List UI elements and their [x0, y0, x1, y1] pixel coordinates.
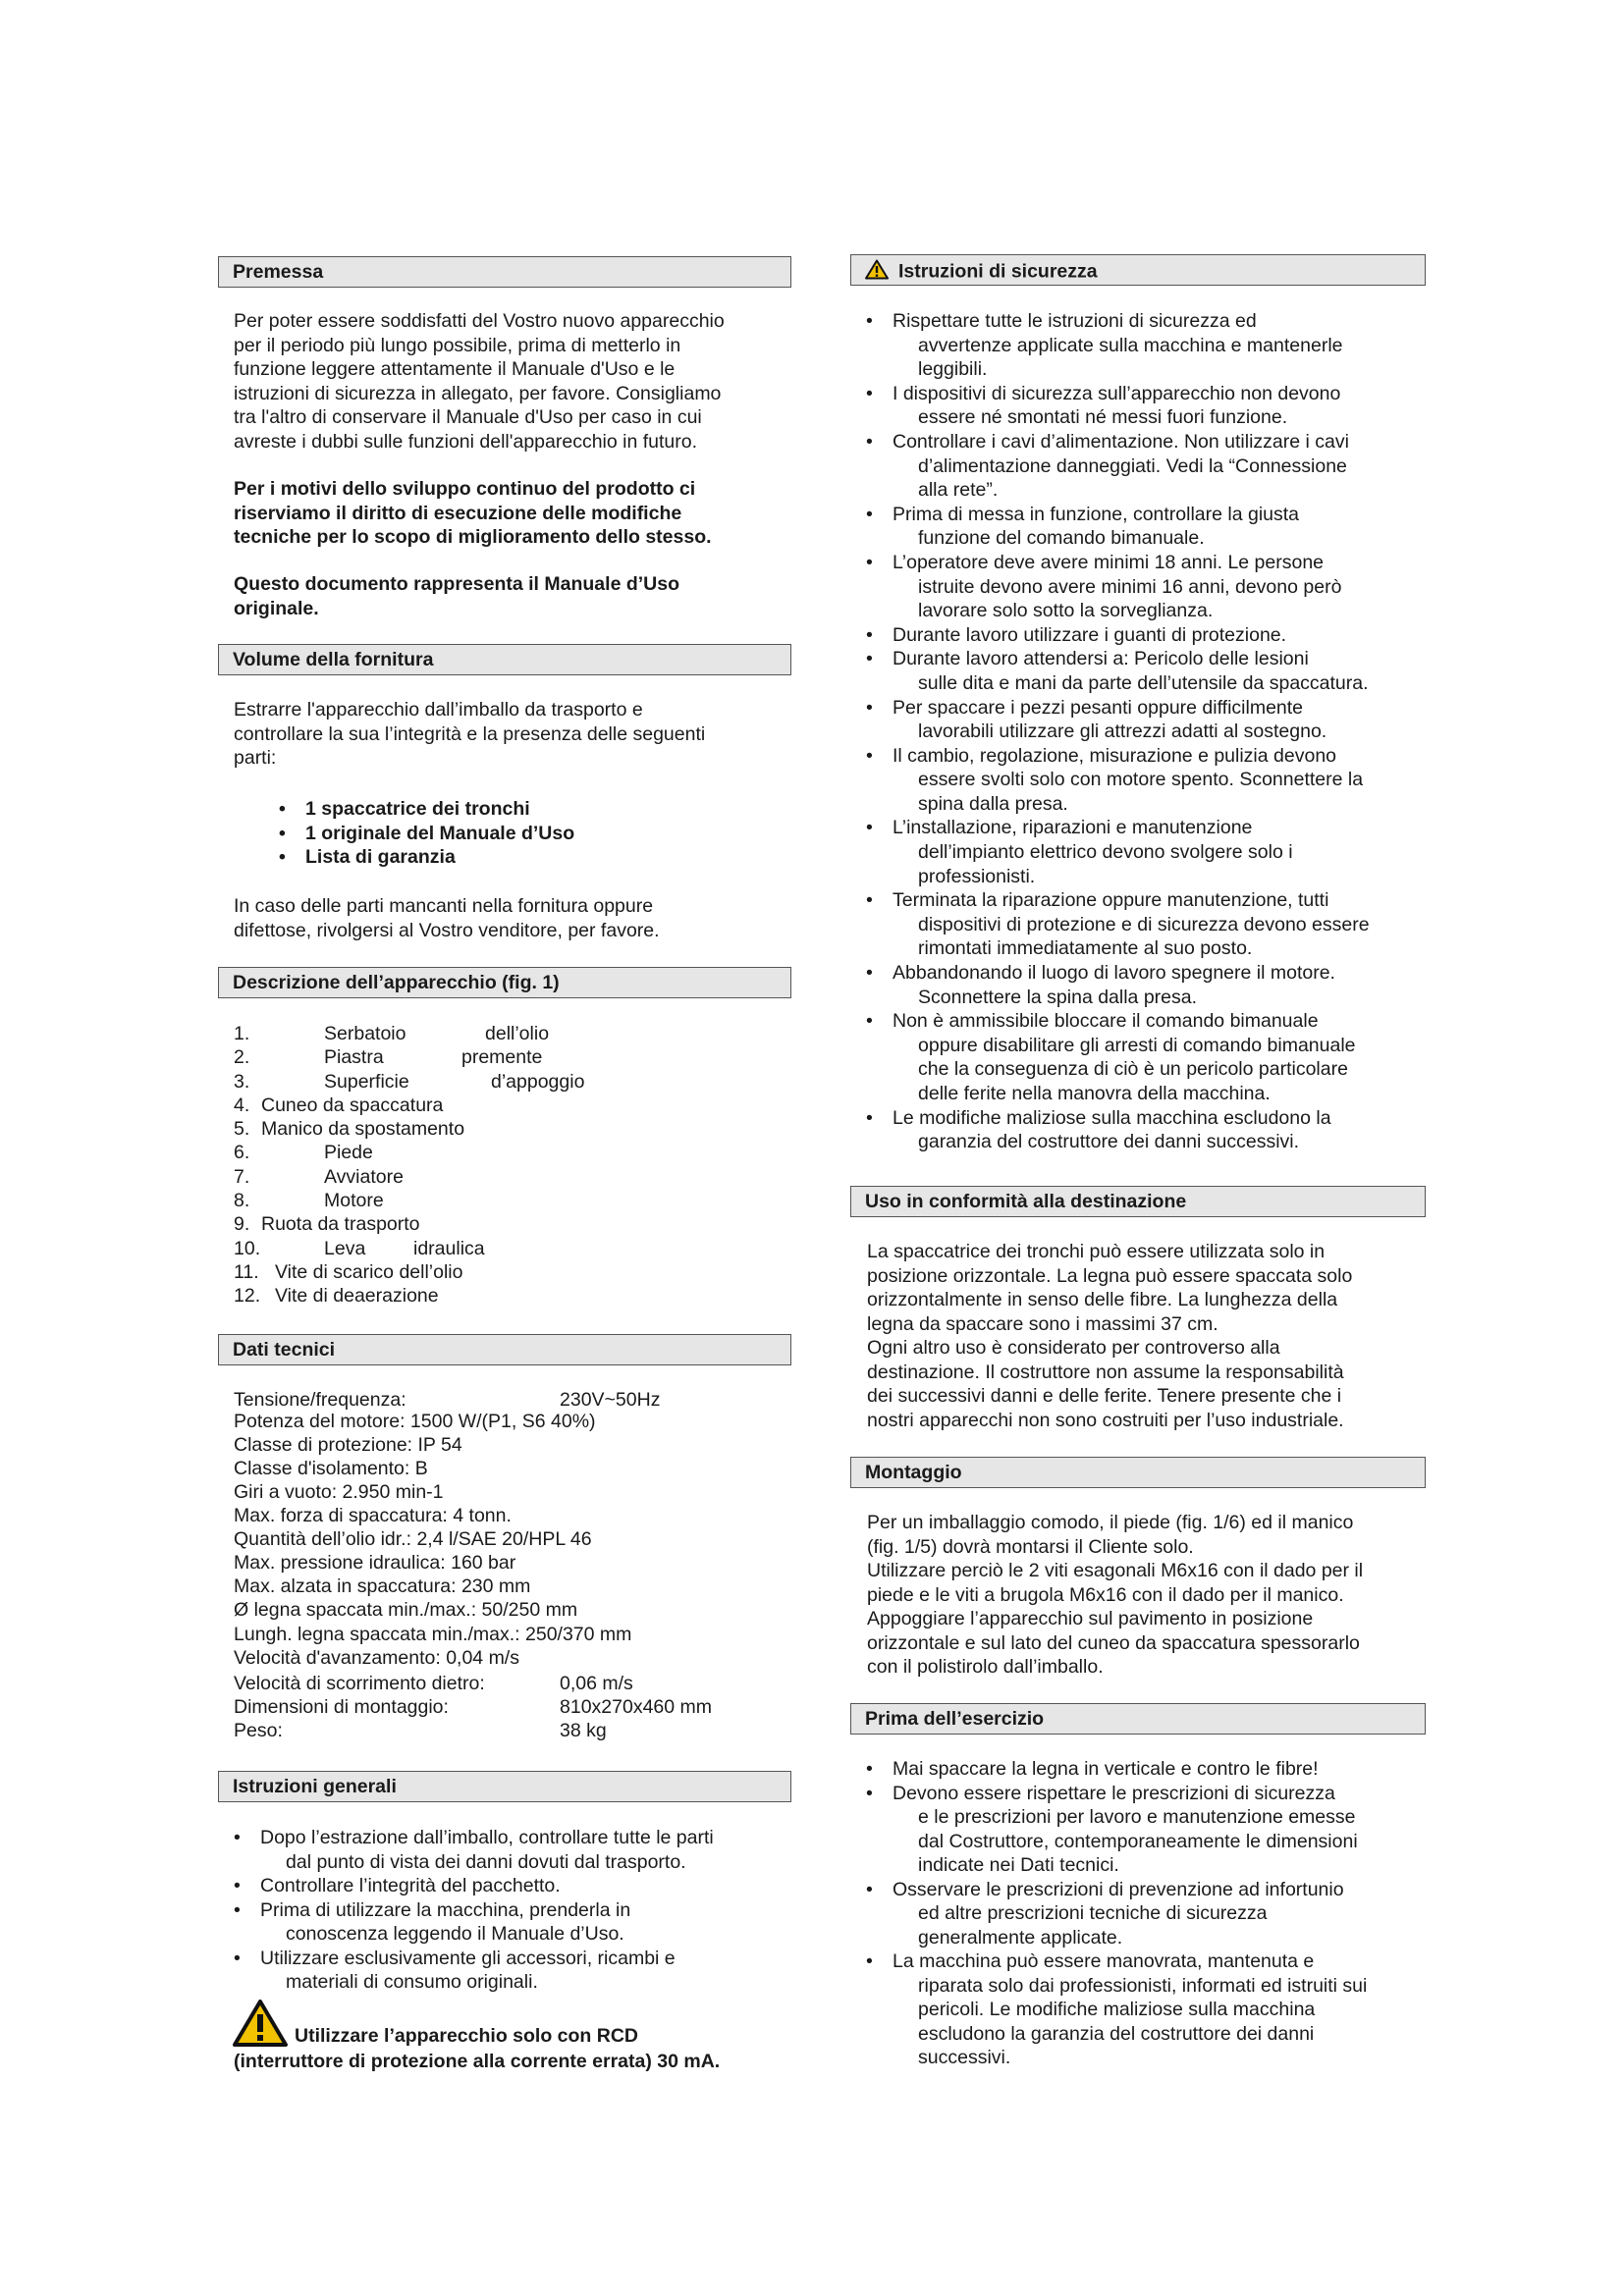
list-item	[218, 1898, 793, 1947]
uso-paragraph	[867, 1240, 1427, 1432]
text-line: tecniche per lo scopo di miglioramento dello stesso.	[234, 526, 712, 548]
list-item-text: Prima di messa in funzione, controllare la giusta	[893, 503, 1300, 525]
part-item	[234, 1284, 784, 1308]
list-item-text: Sconnettere la spina dalla presa.	[918, 986, 1198, 1008]
bullet-icon: •	[234, 1898, 241, 1921]
part-item	[234, 1141, 784, 1164]
spec-label: Velocità di scorrimento dietro:	[234, 1673, 485, 1694]
text-line: dei successivi danni e delle ferite. Tenere presente che i	[867, 1385, 1342, 1407]
list-item-text: rimontati immediatamente al suo posto.	[918, 937, 1253, 960]
premessa-paragraph-1	[234, 309, 793, 454]
part-name-suffix: dell’olio	[485, 1023, 550, 1044]
spec-label: Quantità dell’olio idr.: 2,4 l/SAE 20/HPL 46	[234, 1528, 592, 1550]
list-item-text: sulle dita e mani da parte dell’utensile da spaccatura.	[918, 671, 1369, 694]
bullet-icon: •	[866, 1878, 873, 1900]
text-line: Per i motivi dello sviluppo continuo del prodotto ci	[234, 478, 696, 500]
list-item	[218, 1826, 793, 1874]
spec-value: 230V~50Hz	[560, 1389, 661, 1411]
section-header-esercizio	[850, 1703, 1426, 1735]
section-header-istruzioni-generali	[218, 1771, 791, 1802]
list-item-text: successivi.	[918, 2047, 1011, 2068]
part-item	[234, 1260, 784, 1284]
spec-label: Max. alzata in spaccatura: 230 mm	[234, 1575, 531, 1597]
section-title: Montaggio	[865, 1462, 962, 1483]
text-line: difettose, rivolgersi al Vostro venditore, per favore.	[234, 919, 660, 941]
list-item	[218, 1947, 793, 1995]
part-name: Piede	[324, 1142, 373, 1164]
part-name: Motore	[324, 1190, 384, 1212]
list-item	[850, 1949, 1430, 2070]
spec-label: Velocità d'avanzamento: 0,04 m/s	[234, 1647, 519, 1669]
fornitura-outro	[234, 894, 793, 942]
spec-label: Giri a vuoto: 2.950 min-1	[234, 1481, 444, 1503]
list-item-text: spina dalla presa.	[918, 792, 1068, 815]
bullet-icon: •	[866, 744, 873, 767]
list-item-text: Rispettare tutte le istruzioni di sicurezza ed	[893, 310, 1257, 332]
spec-label: Dimensioni di montaggio:	[234, 1696, 449, 1718]
warning-icon	[865, 259, 889, 286]
list-item-text: 1 spaccatrice dei tronchi	[305, 798, 530, 820]
list-item-text: Per spaccare i pezzi pesanti oppure difficilmente	[893, 696, 1304, 719]
part-item	[234, 1022, 784, 1045]
list-item	[850, 961, 1430, 1009]
list-item-text: L’operatore deve avere minimi 18 anni. Le persone	[893, 551, 1325, 573]
section-header-montaggio	[850, 1457, 1426, 1488]
section-title: Dati tecnici	[233, 1339, 336, 1361]
list-item-text: materiali di consumo originali.	[286, 1971, 538, 1993]
list-item	[263, 822, 774, 846]
text-line: Questo documento rappresenta il Manuale d’Uso	[234, 573, 679, 595]
bullet-icon: •	[866, 310, 873, 332]
part-name-suffix: premente	[461, 1046, 543, 1069]
spec-label: Classe di protezione: IP 54	[234, 1434, 462, 1456]
section-title: Istruzioni generali	[233, 1776, 397, 1797]
list-item-text: indicate nei Dati tecnici.	[918, 1854, 1119, 1876]
text-line: parti:	[234, 747, 277, 769]
text-line: istruzioni di sicurezza in allegato, per favore. Consigliamo	[234, 382, 722, 404]
list-item	[850, 503, 1430, 551]
list-item	[850, 816, 1430, 888]
list-item-text: riparata solo dai professionisti, informati ed istruiti sui	[918, 1974, 1368, 1997]
list-item-text: istruite devono avere minimi 16 anni, devono però	[918, 575, 1342, 598]
spec-label: Max. pressione idraulica: 160 bar	[234, 1552, 516, 1574]
part-number: 11.	[234, 1260, 259, 1283]
bullet-icon: •	[866, 696, 873, 719]
list-item-text: lavorare solo sotto la sorveglianza.	[918, 600, 1214, 622]
warning-icon	[232, 1999, 289, 2053]
text-line: Per un imballaggio comodo, il piede (fig. 1/6) ed il manico	[867, 1512, 1354, 1533]
list-item-text: pericoli. Le modifiche maliziose sulla macchina	[918, 1999, 1316, 2020]
part-name: Avviatore	[324, 1165, 404, 1188]
bullet-icon: •	[866, 1106, 873, 1129]
part-name: Serbatoio	[324, 1023, 406, 1044]
list-item	[850, 1106, 1430, 1154]
list-item-text: alla rete”.	[918, 479, 999, 502]
spec-label: Max. forza di spaccatura: 4 tonn.	[234, 1505, 512, 1526]
bullet-icon: •	[866, 503, 873, 525]
section-title: Uso in conformità alla destinazione	[865, 1191, 1187, 1212]
spec-value: 38 kg	[560, 1720, 607, 1741]
text-line: funzione leggere attentamente il Manuale d'Uso e le	[234, 358, 676, 380]
part-name: Manico da spostamento	[261, 1118, 465, 1141]
part-number: 1.	[234, 1023, 250, 1044]
list-item-text: Osservare le prescrizioni di prevenzione ad infortunio	[893, 1878, 1344, 1900]
list-item-text: L’installazione, riparazioni e manutenzione	[893, 817, 1253, 839]
spec-label: Potenza del motore: 1500 W/(P1, S6 40%)	[234, 1410, 596, 1432]
text-line: riserviamo il diritto di esecuzione delle modifiche	[234, 502, 682, 524]
text-line: controllare la sua l’integrità e la presenza delle seguenti	[234, 722, 706, 745]
montaggio-paragraph	[867, 1511, 1427, 1680]
list-item	[218, 1874, 793, 1898]
part-name: Ruota da trasporto	[261, 1213, 420, 1236]
text-line: Per poter essere soddisfatti del Vostro nuovo apparecchio	[234, 310, 725, 332]
list-item	[850, 1782, 1430, 1878]
list-item-text: 1 originale del Manuale d’Uso	[305, 822, 575, 844]
bullet-icon: •	[234, 1827, 241, 1848]
text-line: piede e le viti a brugola M6x16 con il dado per il manico.	[867, 1583, 1344, 1606]
text-line: posizione orizzontale. La legna può essere spaccata solo	[867, 1264, 1353, 1287]
list-item-text: Lista di garanzia	[305, 846, 456, 868]
list-item-text: Le modifiche maliziose sulla macchina escludono la	[893, 1106, 1331, 1129]
bullet-icon: •	[866, 1010, 873, 1033]
list-item	[850, 744, 1430, 817]
part-item	[234, 1070, 784, 1094]
part-number: 9.	[234, 1213, 250, 1236]
spec-label: Ø legna spaccata min./max.: 50/250 mm	[234, 1599, 578, 1621]
text-line: per il periodo più lungo possibile, prima di metterlo in	[234, 334, 681, 356]
list-item	[850, 382, 1430, 430]
part-number: 5.	[234, 1118, 250, 1141]
bullet-icon: •	[866, 1950, 873, 1972]
bullet-icon: •	[866, 623, 873, 646]
list-item-text: escludono la garanzia del costruttore dei danni	[918, 2022, 1315, 2045]
premessa-paragraph-3	[234, 572, 793, 620]
part-number: 6.	[234, 1142, 250, 1164]
list-item-text: I dispositivi di sicurezza sull’apparecchio non devono	[893, 382, 1341, 404]
rcd-warning-line2: (interruttore di protezione alla corrente errata) 30 mA.	[234, 2051, 721, 2072]
list-item-text: avvertenze applicate sulla macchina e mantenerle	[918, 334, 1343, 356]
text-line: orizzontalmente in senso delle fibre. La lunghezza della	[867, 1289, 1338, 1310]
bullet-icon: •	[234, 1947, 241, 1969]
text-line: Estrarre l'apparecchio dall’imballo da trasporto e	[234, 699, 643, 721]
list-item-text: Controllare l’integrità del pacchetto.	[260, 1875, 561, 1896]
list-item-text: e le prescrizioni per lavoro e manutenzione emesse	[918, 1806, 1356, 1828]
text-line: Appoggiare l’apparecchio sul pavimento in posizione	[867, 1608, 1314, 1629]
bullet-icon: •	[279, 846, 286, 868]
text-line: Ogni altro uso è considerato per controverso alla	[867, 1337, 1280, 1359]
list-item-text: Prima di utilizzare la macchina, prenderla in	[260, 1898, 631, 1921]
part-item	[234, 1045, 784, 1069]
list-item-text: oppure disabilitare gli arresti di comando bimanuale	[918, 1034, 1356, 1056]
text-line: tra l'altro di conservare il Manuale d'Uso per caso in cui	[234, 406, 702, 428]
part-name: Vite di scarico dell’olio	[275, 1260, 463, 1283]
list-item	[850, 309, 1430, 382]
list-item-text: Non è ammissibile bloccare il comando bimanuale	[893, 1010, 1319, 1033]
part-name-suffix: d’appoggio	[491, 1070, 585, 1093]
part-name-suffix: idraulica	[413, 1237, 485, 1259]
list-item	[850, 1757, 1430, 1782]
part-name: Cuneo da spaccatura	[261, 1094, 444, 1116]
text-line: legna da spaccare sono i massimi 37 cm.	[867, 1312, 1218, 1335]
bullet-icon: •	[866, 817, 873, 839]
spec-label: Peso:	[234, 1720, 283, 1741]
part-item	[234, 1212, 784, 1236]
section-title: Volume della fornitura	[233, 649, 434, 670]
part-number: 7.	[234, 1165, 250, 1188]
list-item-text: La macchina può essere manovrata, mantenuta e	[893, 1950, 1315, 1972]
text-line: con il polistirolo dall’imballo.	[867, 1656, 1104, 1678]
istruzioni-generali-list	[218, 1826, 793, 1995]
list-item	[850, 1878, 1430, 1950]
dati-tecnici-table	[234, 1388, 793, 1751]
bullet-icon: •	[866, 1758, 873, 1780]
list-item-text: Controllare i cavi d’alimentazione. Non utilizzare i cavi	[893, 430, 1349, 453]
list-item-text: Utilizzare esclusivamente gli accessori, ricambi e	[260, 1947, 676, 1969]
section-header-dati-tecnici	[218, 1334, 791, 1365]
bullet-icon: •	[279, 822, 286, 844]
list-item-text: Terminata la riparazione oppure manutenzione, tutti	[893, 889, 1329, 912]
list-item-text: dell’impianto elettrico devono svolgere solo i	[918, 841, 1293, 864]
part-item	[234, 1165, 784, 1189]
list-item	[850, 551, 1430, 623]
list-item-text: d’alimentazione danneggiati. Vedi la “Connessione	[918, 454, 1347, 477]
part-item	[234, 1117, 784, 1141]
sicurezza-list	[850, 309, 1430, 1154]
list-item-text: dispositivi di protezione e di sicurezza devono essere	[918, 913, 1370, 935]
part-name: Piastra	[324, 1046, 384, 1069]
part-number: 3.	[234, 1070, 250, 1093]
text-line: avreste i dubbi sulle funzioni dell'apparecchio in futuro.	[234, 430, 698, 453]
list-item-text: Devono essere rispettare le prescrizioni di sicurezza	[893, 1782, 1335, 1804]
bullet-icon: •	[866, 382, 873, 404]
bullet-icon: •	[866, 551, 873, 573]
section-title: Premessa	[233, 261, 324, 283]
text-line: (fig. 1/5) dovrà montarsi il Cliente solo.	[867, 1535, 1194, 1558]
part-number: 2.	[234, 1046, 250, 1069]
list-item-text: dal punto di vista dei danni dovuti dal trasporto.	[286, 1850, 686, 1873]
list-item	[850, 647, 1430, 695]
part-name: Superficie	[324, 1070, 409, 1093]
list-item	[850, 696, 1430, 744]
bullet-icon: •	[279, 798, 286, 820]
list-item-text: Il cambio, regolazione, misurazione e pulizia devono	[893, 744, 1337, 767]
section-title: Istruzioni di sicurezza	[898, 260, 1098, 283]
text-line: originale.	[234, 597, 319, 619]
list-item-text: Dopo l’estrazione dall’imballo, controllare tutte le parti	[260, 1827, 714, 1848]
fornitura-intro	[234, 698, 793, 771]
descrizione-parts-list	[234, 1022, 784, 1308]
spec-label: Lungh. legna spaccata min./max.: 250/370 mm	[234, 1624, 632, 1645]
section-header-fornitura	[218, 644, 791, 675]
spec-label: Classe d'isolamento: B	[234, 1458, 428, 1479]
part-number: 8.	[234, 1190, 250, 1212]
list-item-text: essere né smontati né messi fuori funzione.	[918, 406, 1288, 429]
list-item	[850, 623, 1430, 648]
bullet-icon: •	[866, 962, 873, 985]
list-item	[263, 845, 774, 870]
part-name: Leva	[324, 1237, 366, 1259]
list-item-text: Mai spaccare la legna in verticale e contro le fibre!	[893, 1758, 1319, 1780]
bullet-icon: •	[866, 889, 873, 912]
premessa-paragraph-2	[234, 477, 793, 550]
section-title: Prima dell’esercizio	[865, 1708, 1045, 1730]
part-number: 4.	[234, 1094, 250, 1116]
part-number: 12.	[234, 1285, 261, 1308]
rcd-warning-line1: Utilizzare l’apparecchio solo con RCD	[295, 2025, 638, 2047]
part-name: Vite di deaerazione	[275, 1285, 439, 1308]
text-line: destinazione. Il costruttore non assume la responsabilità	[867, 1361, 1344, 1383]
list-item-text: essere svolti solo con motore spento. Sconnettere la	[918, 769, 1364, 791]
list-item	[850, 1009, 1430, 1105]
spec-value: 810x270x460 mm	[560, 1696, 713, 1718]
fornitura-list	[263, 797, 774, 870]
bullet-icon: •	[866, 430, 873, 453]
esercizio-list	[850, 1757, 1430, 2070]
list-item-text: che la conseguenza di ciò è un pericolo particolare	[918, 1058, 1348, 1081]
part-number: 10.	[234, 1237, 261, 1259]
list-item-text: delle ferite nella manovra della macchina.	[918, 1083, 1271, 1104]
list-item-text: lavorabili utilizzare gli attrezzi adatti al sostegno.	[918, 721, 1327, 743]
list-item	[850, 888, 1430, 961]
bullet-icon: •	[866, 648, 873, 670]
list-item-text: conoscenza leggendo il Manuale d’Uso.	[286, 1923, 624, 1945]
section-header-uso	[850, 1186, 1426, 1217]
section-title: Descrizione dell’apparecchio (fig. 1)	[233, 972, 560, 993]
spec-value: 0,06 m/s	[560, 1673, 633, 1694]
list-item-text: garanzia del costruttore dei danni successivi.	[918, 1131, 1300, 1153]
bullet-icon: •	[234, 1875, 241, 1896]
text-line: In caso delle parti mancanti nella fornitura oppure	[234, 895, 654, 917]
text-line: Utilizzare perciò le 2 viti esagonali M6x16 con il dado per il	[867, 1560, 1364, 1581]
list-item-text: Durante lavoro utilizzare i guanti di protezione.	[893, 623, 1287, 646]
list-item-text: leggibili.	[918, 358, 988, 381]
spec-label: Tensione/frequenza:	[234, 1389, 406, 1411]
text-line: nostri apparecchi non sono costruiti per l’uso industriale.	[867, 1409, 1344, 1431]
list-item	[263, 797, 774, 822]
part-item	[234, 1237, 784, 1260]
section-header-premessa	[218, 256, 791, 288]
list-item	[850, 430, 1430, 503]
section-header-sicurezza	[850, 254, 1426, 286]
list-item-text: dal Costruttore, contemporaneamente le dimensioni	[918, 1830, 1358, 1852]
section-header-descrizione	[218, 967, 791, 998]
part-item	[234, 1094, 784, 1117]
text-line: orizzontale e sul lato del cuneo da spaccatura spessorarlo	[867, 1631, 1360, 1654]
list-item-text: ed altre prescrizioni tecniche di sicurezza	[918, 1902, 1268, 1924]
part-item	[234, 1189, 784, 1212]
list-item-text: professionisti.	[918, 865, 1036, 887]
bullet-icon: •	[866, 1782, 873, 1804]
list-item-text: generalmente applicate.	[918, 1926, 1123, 1949]
list-item-text: funzione del comando bimanuale.	[918, 527, 1205, 550]
list-item-text: Durante lavoro attendersi a: Pericolo delle lesioni	[893, 648, 1309, 670]
list-item-text: Abbandonando il luogo di lavoro spegnere il motore.	[893, 962, 1335, 985]
text-line: La spaccatrice dei tronchi può essere utilizzata solo in	[867, 1241, 1326, 1262]
